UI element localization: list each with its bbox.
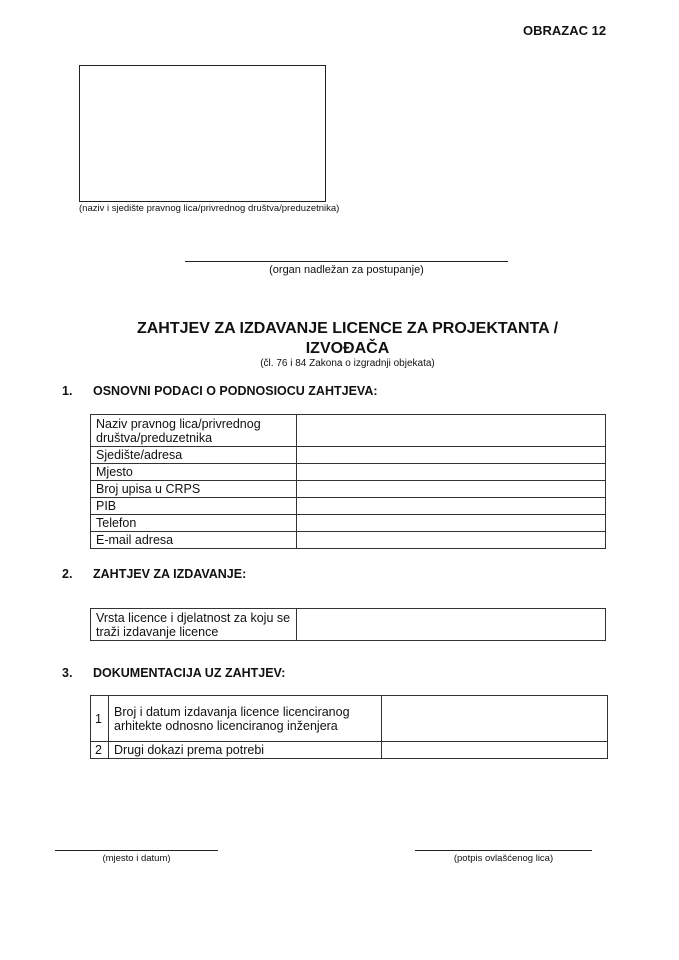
row-value[interactable] (297, 609, 606, 641)
row-label: Vrsta licence i djelatnost za koju se traži izdavanje licence (91, 609, 297, 641)
row-label: Sjedište/adresa (91, 447, 297, 464)
row-label: Broj i datum izdavanja licence licenciranog arhitekte odnosno licenciranog inženjera (109, 696, 382, 742)
section1-number: 1. (62, 384, 73, 398)
row-label: Telefon (91, 515, 297, 532)
row-value[interactable] (297, 447, 606, 464)
section1-heading: OSNOVNI PODACI O PODNOSIOCU ZAHTJEVA: (93, 384, 378, 398)
row-value[interactable] (297, 481, 606, 498)
section2-number: 2. (62, 567, 73, 581)
row-label: PIB (91, 498, 297, 515)
authority-line[interactable] (185, 261, 508, 262)
title-line1: ZAHTJEV ZA IZDAVANJE LICENCE ZA PROJEKTANTA / (136, 320, 559, 337)
place-date-line[interactable] (55, 850, 218, 851)
row-value[interactable] (297, 515, 606, 532)
applicant-data-table (90, 414, 606, 549)
section3-number: 3. (62, 666, 73, 680)
row-label: Broj upisa u CRPS (91, 481, 297, 498)
row-value[interactable] (297, 415, 606, 447)
row-value[interactable] (297, 498, 606, 515)
authority-caption: (organ nadležan za postupanje) (269, 264, 424, 276)
place-date-caption: (mjesto i datum) (102, 853, 171, 864)
request-table (90, 608, 606, 641)
signature-line[interactable] (415, 850, 592, 851)
row-number: 1 (91, 696, 109, 742)
row-label: Drugi dokazi prema potrebi (109, 742, 382, 759)
row-label: Mjesto (91, 464, 297, 481)
row-value[interactable] (297, 532, 606, 549)
form-number: OBRAZAC 12 (523, 23, 607, 38)
subtitle: (čl. 76 i 84 Zakona o izgradnji objekata) (260, 358, 435, 369)
row-number: 2 (91, 742, 109, 759)
row-label: E-mail adresa (91, 532, 297, 549)
applicant-box-caption: (naziv i sjedište pravnog lica/privrednog društva/preduzetnika) (79, 203, 340, 214)
applicant-box[interactable] (79, 65, 326, 202)
page-title (60, 319, 635, 359)
signature-caption: (potpis ovlašćenog lica) (453, 853, 554, 864)
row-value[interactable] (382, 742, 608, 759)
documentation-table (90, 695, 608, 759)
title-line2: IZVOĐAČA (305, 340, 390, 357)
section3-heading: DOKUMENTACIJA UZ ZAHTJEV: (93, 666, 286, 680)
row-label: Naziv pravnog lica/privrednog društva/preduzetnika (91, 415, 297, 447)
row-value[interactable] (297, 464, 606, 481)
row-value[interactable] (382, 696, 608, 742)
section2-heading: ZAHTJEV ZA IZDAVANJE: (93, 567, 247, 581)
